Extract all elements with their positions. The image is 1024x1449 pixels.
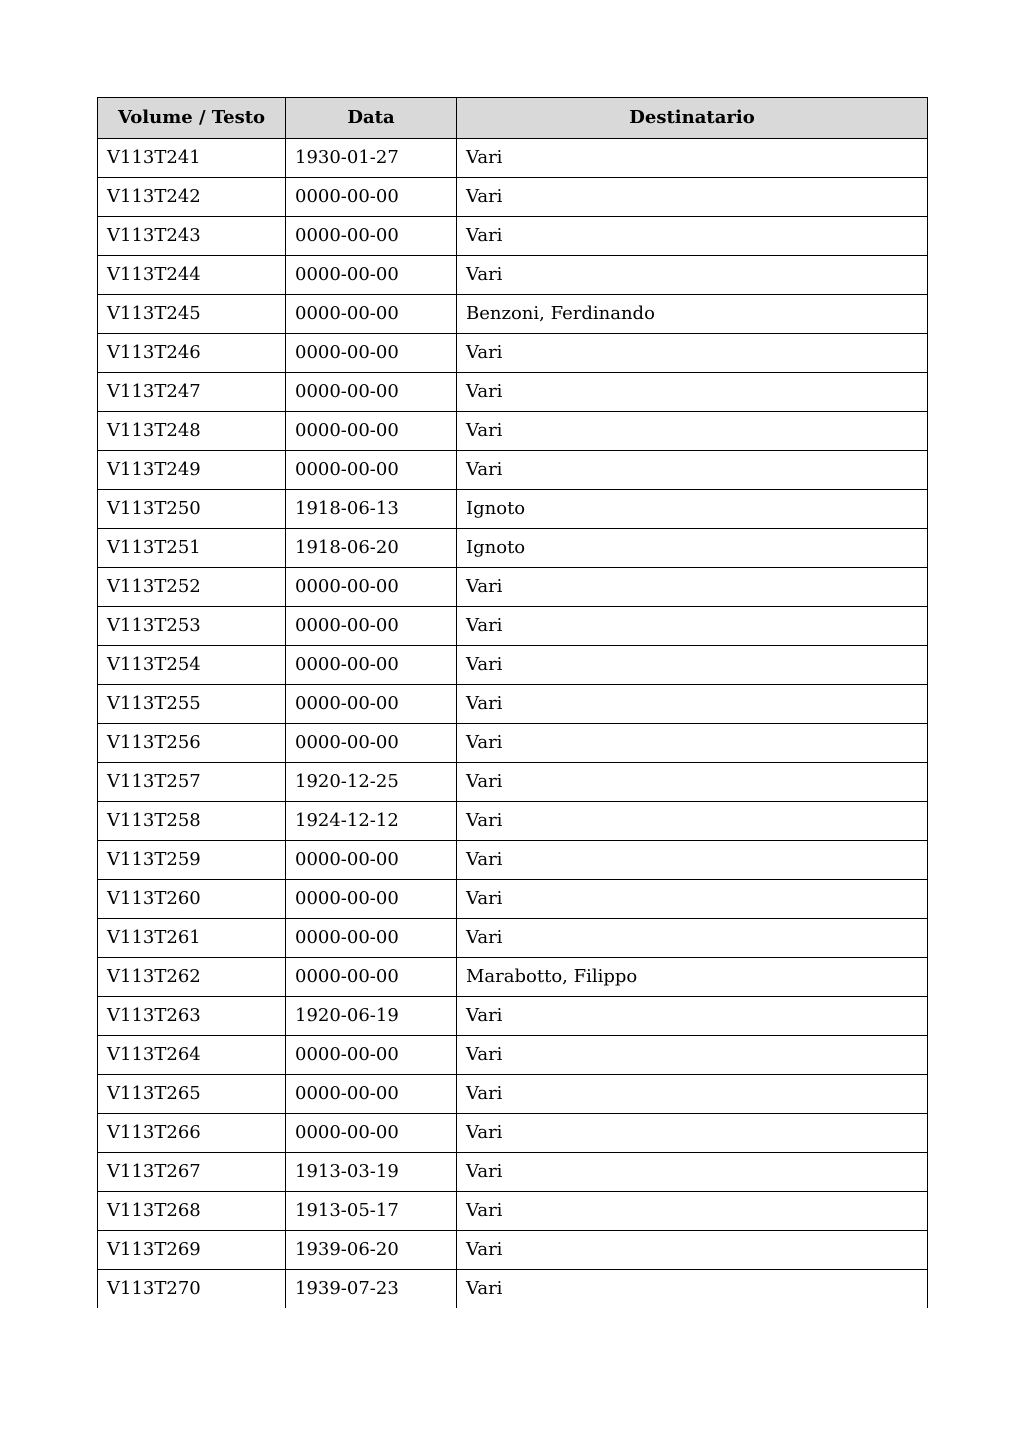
- cell-destinatario: Vari: [457, 841, 928, 880]
- cell-destinatario: Vari: [457, 451, 928, 490]
- cell-destinatario: Vari: [457, 763, 928, 802]
- table-row: [98, 1153, 928, 1192]
- cell-data: 0000-00-00: [286, 607, 457, 646]
- cell-volume-testo: V113T246: [98, 334, 286, 373]
- cell-destinatario: Benzoni, Ferdinando: [457, 295, 928, 334]
- cell-destinatario: Vari: [457, 139, 928, 178]
- cell-volume-testo: V113T266: [98, 1114, 286, 1153]
- cell-data: 1913-05-17: [286, 1192, 457, 1231]
- cell-volume-testo: V113T264: [98, 1036, 286, 1075]
- cell-volume-testo: V113T261: [98, 919, 286, 958]
- cell-data: 0000-00-00: [286, 373, 457, 412]
- cell-data: 0000-00-00: [286, 295, 457, 334]
- cell-data: 0000-00-00: [286, 412, 457, 451]
- table-row: [98, 685, 928, 724]
- table-header-row: [98, 98, 928, 139]
- table-row: [98, 529, 928, 568]
- table-row: [98, 763, 928, 802]
- cell-data: 0000-00-00: [286, 1075, 457, 1114]
- cell-data: 0000-00-00: [286, 334, 457, 373]
- cell-destinatario: Vari: [457, 607, 928, 646]
- cell-destinatario: Marabotto, Filippo: [457, 958, 928, 997]
- cell-destinatario: Vari: [457, 646, 928, 685]
- table-row: [98, 958, 928, 997]
- table-row: [98, 1231, 928, 1270]
- cell-volume-testo: V113T262: [98, 958, 286, 997]
- table-row: [98, 1192, 928, 1231]
- table-row: [98, 997, 928, 1036]
- cell-data: 1920-12-25: [286, 763, 457, 802]
- cell-data: 0000-00-00: [286, 646, 457, 685]
- cell-data: 1918-06-13: [286, 490, 457, 529]
- table-body: [98, 139, 928, 1309]
- cell-volume-testo: V113T257: [98, 763, 286, 802]
- cell-destinatario: Vari: [457, 1075, 928, 1114]
- cell-volume-testo: V113T254: [98, 646, 286, 685]
- cell-destinatario: Vari: [457, 685, 928, 724]
- cell-data: 1913-03-19: [286, 1153, 457, 1192]
- table-row: [98, 607, 928, 646]
- table-row: [98, 412, 928, 451]
- cell-volume-testo: V113T249: [98, 451, 286, 490]
- cell-destinatario: Ignoto: [457, 529, 928, 568]
- table-row: [98, 724, 928, 763]
- cell-data: 0000-00-00: [286, 724, 457, 763]
- cell-destinatario: Vari: [457, 217, 928, 256]
- table-row: [98, 1114, 928, 1153]
- table-row: [98, 568, 928, 607]
- cell-data: 1924-12-12: [286, 802, 457, 841]
- cell-data: 0000-00-00: [286, 217, 457, 256]
- cell-destinatario: Vari: [457, 1231, 928, 1270]
- cell-data: 0000-00-00: [286, 451, 457, 490]
- cell-data: 1939-06-20: [286, 1231, 457, 1270]
- cell-data: 0000-00-00: [286, 568, 457, 607]
- cell-destinatario: Vari: [457, 334, 928, 373]
- header-destinatario: Destinatario: [457, 98, 928, 139]
- table-row: [98, 646, 928, 685]
- cell-volume-testo: V113T241: [98, 139, 286, 178]
- cell-data: 1939-07-23: [286, 1270, 457, 1309]
- table-row: [98, 841, 928, 880]
- table-row: [98, 217, 928, 256]
- cell-destinatario: Vari: [457, 1153, 928, 1192]
- cell-volume-testo: V113T263: [98, 997, 286, 1036]
- cell-data: 0000-00-00: [286, 1036, 457, 1075]
- cell-destinatario: Vari: [457, 412, 928, 451]
- cell-destinatario: Vari: [457, 373, 928, 412]
- table-row: [98, 373, 928, 412]
- cell-data: 1920-06-19: [286, 997, 457, 1036]
- cell-data: 1930-01-27: [286, 139, 457, 178]
- table-row: [98, 334, 928, 373]
- header-data: Data: [286, 98, 457, 139]
- cell-destinatario: Vari: [457, 1036, 928, 1075]
- cell-volume-testo: V113T248: [98, 412, 286, 451]
- cell-destinatario: Vari: [457, 997, 928, 1036]
- cell-volume-testo: V113T265: [98, 1075, 286, 1114]
- table-row: [98, 880, 928, 919]
- table-row: [98, 1036, 928, 1075]
- cell-data: 0000-00-00: [286, 256, 457, 295]
- cell-volume-testo: V113T258: [98, 802, 286, 841]
- table-row: [98, 802, 928, 841]
- table-row: [98, 178, 928, 217]
- records-table: [97, 97, 928, 1308]
- cell-volume-testo: V113T267: [98, 1153, 286, 1192]
- cell-volume-testo: V113T251: [98, 529, 286, 568]
- cell-data: 0000-00-00: [286, 1114, 457, 1153]
- cell-volume-testo: V113T243: [98, 217, 286, 256]
- table-row: [98, 139, 928, 178]
- cell-data: 1918-06-20: [286, 529, 457, 568]
- cell-destinatario: Vari: [457, 568, 928, 607]
- cell-volume-testo: V113T247: [98, 373, 286, 412]
- table-row: [98, 295, 928, 334]
- table-row: [98, 490, 928, 529]
- cell-volume-testo: V113T250: [98, 490, 286, 529]
- cell-destinatario: Vari: [457, 256, 928, 295]
- header-volume-testo: Volume / Testo: [98, 98, 286, 139]
- table-row: [98, 1270, 928, 1309]
- cell-destinatario: Vari: [457, 802, 928, 841]
- cell-destinatario: Vari: [457, 1114, 928, 1153]
- cell-destinatario: Vari: [457, 1270, 928, 1309]
- table-row: [98, 256, 928, 295]
- cell-volume-testo: V113T253: [98, 607, 286, 646]
- table-row: [98, 451, 928, 490]
- cell-data: 0000-00-00: [286, 841, 457, 880]
- cell-destinatario: Vari: [457, 178, 928, 217]
- cell-volume-testo: V113T252: [98, 568, 286, 607]
- cell-destinatario: Vari: [457, 724, 928, 763]
- cell-volume-testo: V113T260: [98, 880, 286, 919]
- table-row: [98, 919, 928, 958]
- document-page: [97, 97, 927, 1308]
- cell-volume-testo: V113T255: [98, 685, 286, 724]
- cell-destinatario: Vari: [457, 880, 928, 919]
- cell-volume-testo: V113T244: [98, 256, 286, 295]
- cell-destinatario: Vari: [457, 919, 928, 958]
- cell-destinatario: Ignoto: [457, 490, 928, 529]
- cell-data: 0000-00-00: [286, 958, 457, 997]
- cell-data: 0000-00-00: [286, 178, 457, 217]
- cell-volume-testo: V113T242: [98, 178, 286, 217]
- cell-data: 0000-00-00: [286, 919, 457, 958]
- cell-volume-testo: V113T245: [98, 295, 286, 334]
- cell-volume-testo: V113T269: [98, 1231, 286, 1270]
- cell-data: 0000-00-00: [286, 685, 457, 724]
- cell-data: 0000-00-00: [286, 880, 457, 919]
- cell-volume-testo: V113T259: [98, 841, 286, 880]
- cell-volume-testo: V113T270: [98, 1270, 286, 1309]
- cell-volume-testo: V113T268: [98, 1192, 286, 1231]
- cell-volume-testo: V113T256: [98, 724, 286, 763]
- table-row: [98, 1075, 928, 1114]
- cell-destinatario: Vari: [457, 1192, 928, 1231]
